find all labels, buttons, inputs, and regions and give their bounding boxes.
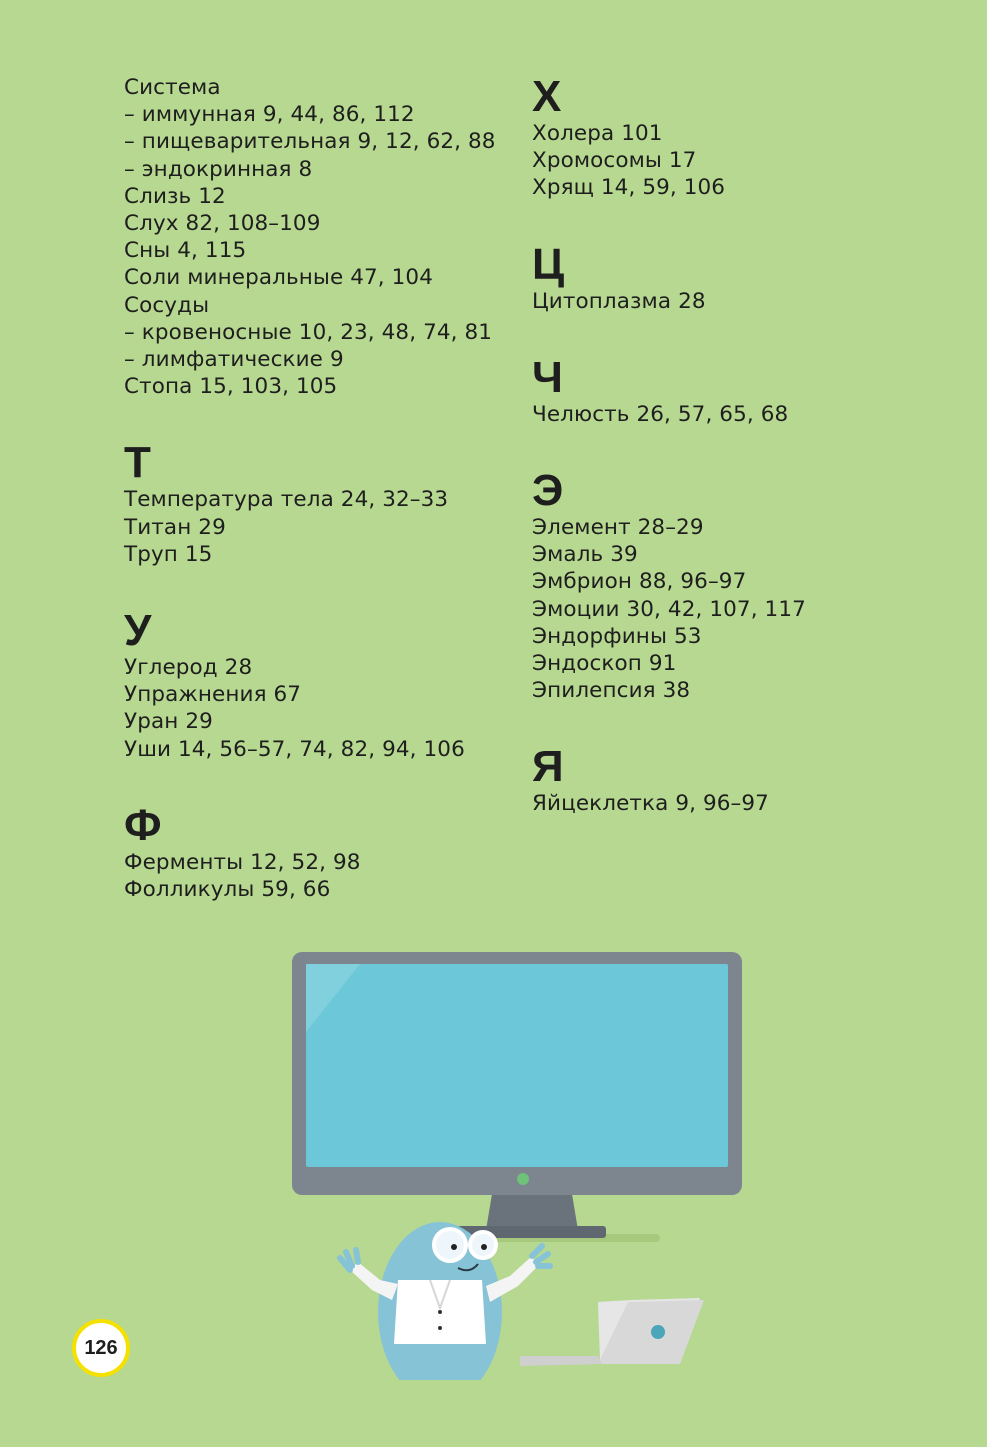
index-entry: – кровеносные 10, 23, 48, 74, 81: [124, 319, 493, 345]
index-group-s: [124, 74, 524, 400]
index-entry: Элемент 28–29: [532, 515, 704, 541]
index-entry: Упражнения 67: [124, 682, 302, 708]
index-section-ts: [532, 239, 952, 315]
illustration: [280, 940, 760, 1380]
index-entry: – эндокринная 8: [124, 156, 313, 182]
page-number-badge: [72, 1319, 130, 1377]
index-entry: Сосуды: [124, 292, 210, 318]
index-entry: Челюсть 26, 57, 65, 68: [532, 401, 789, 427]
index-entry: Хромосомы 17: [532, 148, 697, 174]
index-entry: Углерод 28: [124, 655, 253, 681]
index-section-f: [124, 800, 524, 903]
index-entry: Соли минеральные 47, 104: [124, 265, 433, 291]
index-column-left: [124, 74, 524, 903]
index-section-t: [124, 440, 524, 568]
index-section-u: [124, 608, 524, 763]
index-entry: Яйцеклетка 9, 96–97: [532, 791, 769, 817]
section-letter: Э: [532, 466, 564, 516]
index-entry: Эмаль 39: [532, 542, 638, 568]
section-letter: Х: [532, 72, 562, 121]
section-letter: Ч: [532, 352, 563, 402]
index-entry: Температура тела 24, 32–33: [124, 487, 449, 513]
monitor-icon: [292, 952, 742, 1238]
index-entry: Хрящ 14, 59, 106: [532, 175, 726, 201]
index-entry: Ферменты 12, 52, 98: [124, 849, 361, 875]
section-letter: Т: [124, 438, 151, 488]
index-entry: Стопа 15, 103, 105: [124, 374, 338, 400]
index-entry: – лимфатические 9: [124, 347, 344, 373]
index-entry: Эпилепсия 38: [532, 678, 691, 704]
index-entry: Фолликулы 59, 66: [124, 877, 331, 903]
scientist-character-icon: [340, 1222, 550, 1380]
index-entry: Уран 29: [124, 709, 213, 735]
index-entry: – иммунная 9, 44, 86, 112: [124, 102, 415, 128]
section-letter: Я: [532, 742, 564, 792]
index-entry: Сны 4, 115: [124, 238, 247, 264]
index-section-ya: [532, 744, 952, 817]
index-section-h: [532, 74, 952, 202]
index-entry: – пищеварительная 9, 12, 62, 88: [124, 129, 496, 155]
index-entry: Эндорфины 53: [532, 623, 702, 649]
index-section-ch: [532, 352, 952, 428]
index-entry: Слух 82, 108–109: [124, 211, 321, 237]
index-entry: Уши 14, 56–57, 74, 82, 94, 106: [124, 736, 465, 762]
page-number: 126: [84, 1336, 118, 1359]
section-letter: Ф: [124, 800, 162, 850]
section-letter: Ц: [532, 239, 565, 289]
index-section-e: [532, 468, 952, 704]
index-entry: Эмоции 30, 42, 107, 117: [532, 596, 806, 622]
index-entry: Титан 29: [124, 514, 226, 540]
index-entry: Труп 15: [124, 541, 213, 567]
laptop-icon: [520, 1298, 704, 1366]
section-letter: У: [124, 606, 152, 656]
index-column-right: [532, 74, 952, 818]
index-entry: Система: [124, 75, 221, 100]
index-entry: Холера 101: [532, 121, 663, 146]
index-entry: Эмбрион 88, 96–97: [532, 569, 747, 595]
index-entry: Цитоплазма 28: [532, 288, 706, 314]
index-entry: Слизь 12: [124, 183, 226, 209]
index-entry: Эндоскоп 91: [532, 651, 677, 677]
